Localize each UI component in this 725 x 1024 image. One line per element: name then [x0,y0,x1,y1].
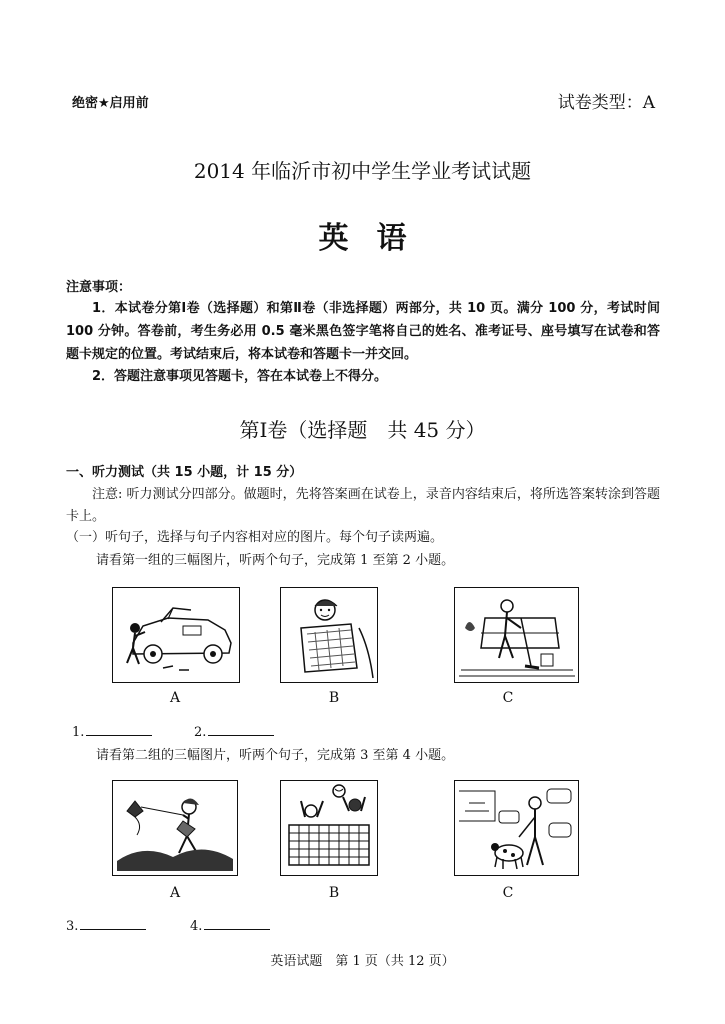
group1-label-a: A [169,690,181,706]
group2-label-b: B [328,885,340,901]
picture-2a-flying-kite [112,780,238,876]
picture-2b-volleyball [280,780,378,876]
confidential-label: 绝密★启用前 [72,96,149,111]
subject-title: 英语 [318,221,435,256]
listening-heading: 一、听力测试（共 15 小题，计 15 分） [66,465,303,480]
listening-note: 注意: 听力测试分四部分。做题时，先将答案画在试卷上，录音内容结束后，将所选答案转涂到答题卡上。 [66,487,660,524]
notice-item-1: 1．本试卷分第Ⅰ卷（选择题）和第Ⅱ卷（非选择题）两部分，共 10 页。满分 100 分，考试时间 100 分钟。答卷前，考生务必用 0.5 毫米黑色签字笔将自己的姓名、准考证号、座号填写在试卷和答题卡规定的位置。考试结束后，将本试卷和答题卡一并交回。 [66,301,660,362]
answer-blank-3[interactable] [66,917,146,934]
group1-label-c: C [502,690,514,706]
answer-blank-4[interactable] [190,917,270,934]
blank-number: 1. [72,725,85,740]
blank-number: 2. [194,725,207,740]
part1-instruction: （一）听句子，选择与句子内容相对应的图片。每个句子读两遍。 [66,530,444,545]
answer-blank-1[interactable] [72,723,152,740]
group2-label-a: A [169,885,181,901]
picture-2c-walking-dog [454,780,579,876]
page-footer: 英语试题 第 1 页（共 12 页） [270,954,455,969]
paper-type-label: 试卷类型：A [557,93,655,113]
blank-number: 4. [190,919,203,934]
answer-blank-2[interactable] [194,723,274,740]
blank-number: 3. [66,919,79,934]
picture-1b-girl-newspaper [280,587,378,683]
group2-instruction: 请看第二组的三幅图片，听两个句子，完成第 3 至第 4 小题。 [96,748,455,763]
group1-instruction: 请看第一组的三幅图片，听两个句子，完成第 1 至第 2 小题。 [96,553,455,568]
group2-label-c: C [502,885,514,901]
section-title: 第Ⅰ卷（选择题 共 45 分） [239,418,486,442]
notice-item-2: 2．答题注意事项见答题卡，答在本试卷上不得分。 [92,369,388,384]
notice-heading: 注意事项： [66,280,132,295]
group1-label-b: B [328,690,340,706]
picture-1a-car-repair [112,587,240,683]
picture-1c-mopping-floor [454,587,579,683]
exam-title: 2014 年临沂市初中学生学业考试试题 [193,159,532,183]
